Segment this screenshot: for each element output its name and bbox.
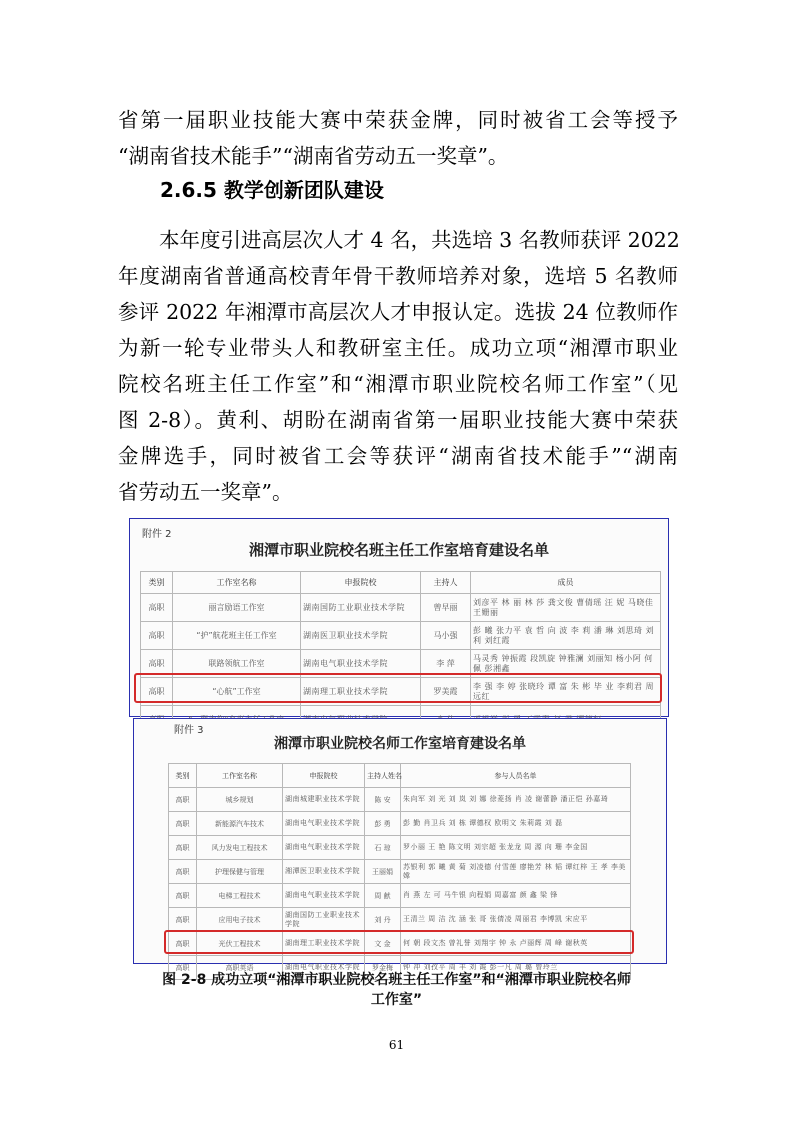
body-paragraph [118, 222, 678, 510]
table-cell: 风力发电工程技术 [197, 836, 283, 860]
table-cell: 联路领航工作室 [173, 650, 301, 678]
column-header: 主持人 [421, 572, 471, 594]
table-cell: 高职 [169, 956, 197, 980]
table-cell: 高职 [141, 622, 173, 650]
table-cell: 高职 [169, 932, 197, 956]
text-line: 院校名班主任工作室”和“湘潭市职业院校名师工作室”（见 [118, 372, 678, 396]
table-row [169, 788, 631, 812]
caption-line: 图 2-8 成功立项“湘潭市职业院校名班主任工作室”和“湘潭市职业院校名师 [162, 972, 631, 988]
table-cell: 周 献 [365, 884, 401, 908]
table-cell: 苏银利 郭 曦 黄 菊 刘凌德 付雪莲 廖艳芳 林 韬 谭红梓 王 孝 李美嫦 [401, 860, 631, 884]
table-cell: 湖南电气职业技术学院 [283, 836, 365, 860]
table-cell: “护”航花班主任工作室 [173, 622, 301, 650]
table-cell: 罗美霞 [421, 678, 471, 706]
table-cell: 彭 勇 [365, 812, 401, 836]
table-cell: 高职 [141, 678, 173, 706]
page-number: 61 [388, 1038, 405, 1052]
table-cell: 湖南理工职业技术学院 [301, 678, 421, 706]
table-cell: 湖南电气职业技术学院 [283, 956, 365, 980]
table-cell: 光伏工程技术 [197, 932, 283, 956]
table-cell: 彭 勤 肖卫兵 刘 栋 谭德权 欧明文 朱莉霞 刘 磊 [401, 812, 631, 836]
text-line: 图 2-8）。黄利、胡盼在湖南省第一届职业技能大赛中荣获 [118, 408, 678, 432]
table-cell: 高职 [169, 860, 197, 884]
column-header: 工作室名称 [173, 572, 301, 594]
column-header: 成员 [471, 572, 661, 594]
highlight-box [164, 930, 634, 954]
table-cell: 护理保健与管理 [197, 860, 283, 884]
table-cell: 电梯工程技术 [197, 884, 283, 908]
highlight-box [134, 673, 662, 703]
table-cell: 王清兰 周 洁 沈 涵 张 哥 张倩凌 周丽君 李博凯 宋应平 [401, 908, 631, 932]
table-cell: 湖南国防工业职业技术学院 [301, 594, 421, 622]
figure-title: 湘潭市职业院校名班主任工作室培育建设名单 [248, 541, 549, 559]
table-cell: 高职 [169, 884, 197, 908]
table-cell: 湖南电气职业技术学院 [283, 812, 365, 836]
table-cell: 李 强 李 婷 张晓玲 谭 富 朱 彬 毕 业 李莉君 周远红 [471, 678, 661, 706]
table-cell: 城乡规划 [197, 788, 283, 812]
column-header: 申报院校 [283, 764, 365, 788]
table-cell: 李 萍 [421, 650, 471, 678]
caption-line: 工作室” [370, 992, 423, 1008]
column-header: 类别 [141, 572, 173, 594]
table-cell: 高职 [169, 788, 197, 812]
table-cell: 湖南国防工业职业技术学院 [283, 908, 365, 932]
column-header: 参与人员名单 [401, 764, 631, 788]
table-cell: 高职英语 [197, 956, 283, 980]
figure-attachment-label: 附件 3 [174, 725, 204, 736]
text-line: 年度湖南省普通高校青年骨干教师培养对象，选培 5 名教师 [118, 264, 678, 288]
table-cell: 陈 安 [365, 788, 401, 812]
text-line: 本年度引进高层次人才 4 名，共选培 3 名教师获评 2022 [159, 228, 680, 252]
table-cell: 罗小丽 王 艳 陈文明 刘宗超 张龙龙 周 源 向 珊 李金国 [401, 836, 631, 860]
column-header: 主持人姓名 [365, 764, 401, 788]
column-header: 申报院校 [301, 572, 421, 594]
table-cell: 湖南电气职业技术学院 [283, 884, 365, 908]
table-row [141, 594, 661, 622]
table-cell: 刘彦平 林 丽 林 莎 龚文俊 曹倩瑶 汪 妮 马晓佳 王姗丽 [471, 594, 661, 622]
table-cell: 朱向军 刘 光 刘 岚 刘 娜 徐菱扬 肖 凌 谢蕾静 潘正恺 孙嘉琦 [401, 788, 631, 812]
table-header-row [141, 572, 661, 594]
section-heading: 2.6.5 教学创新团队建设 [160, 178, 384, 202]
table-cell: 马小强 [421, 622, 471, 650]
table-header-row [169, 764, 631, 788]
table-row [169, 836, 631, 860]
column-header: 工作室名称 [197, 764, 283, 788]
table-cell: 丽言励语工作室 [173, 594, 301, 622]
table-cell: 何 朝 段文杰 曾礼誉 刘翔宇 钟 永 卢丽辉 周 峰 谢秋英 [401, 932, 631, 956]
text-line: 省第一届职业技能大赛中荣获金牌，同时被省工会等授予 [118, 108, 678, 132]
figure-title: 湘潭市职业院校名师工作室培育建设名单 [274, 736, 526, 752]
table-cell: 高职 [169, 836, 197, 860]
table-cell: 高职 [141, 594, 173, 622]
table-cell: 刘 丹 [365, 908, 401, 932]
table-cell: 王丽娟 [365, 860, 401, 884]
intro-paragraph [118, 102, 678, 174]
table-cell: 彭 曦 张力平 袁 哲 向 波 李 莉 潘 琳 刘思琦 刘 利 刘红霞 [471, 622, 661, 650]
table-cell: 曾早丽 [421, 594, 471, 622]
table-cell: 湖南医卫职业技术学院 [301, 622, 421, 650]
studio-table [140, 571, 661, 734]
text-line: 为新一轮专业带头人和教研室主任。成功立项“湘潭市职业 [118, 336, 678, 360]
column-header: 类别 [169, 764, 197, 788]
table-row [169, 812, 631, 836]
table-cell: 肖 燕 左 可 马牛银 向程娟 周嘉富 颜 鑫 梁 锋 [401, 884, 631, 908]
table-cell: 马灵秀 钟振霞 段凯旋 钟雅澜 刘丽知 杨小阿 何 佩 彭湘鑫 [471, 650, 661, 678]
table-cell: 高职 [169, 812, 197, 836]
table-row [169, 860, 631, 884]
table-cell: 高职 [141, 650, 173, 678]
table-cell: 高职 [169, 908, 197, 932]
table-row [169, 884, 631, 908]
text-line: “湖南省技术能手”“湖南省劳动五一奖章”。 [118, 144, 509, 168]
table-cell: 罗金梅 [365, 956, 401, 980]
table-cell: 湘潭医卫职业技术学院 [283, 860, 365, 884]
text-line: 金牌选手，同时被省工会等获评“湖南省技术能手”“湖南 [118, 444, 678, 468]
text-line: 省劳动五一奖章”。 [118, 480, 293, 504]
table-cell: 文 金 [365, 932, 401, 956]
figure-attachment-label: 附件 2 [142, 529, 172, 540]
figure-master-teacher-studio-list [133, 718, 667, 972]
table-cell: 钟 冲 刘孜平 周 丰 刘 霞 彭一凡 周 璐 曾玲兰 [401, 956, 631, 980]
table-cell: 湖南理工职业技术学院 [283, 932, 365, 956]
table-cell: 石 琼 [365, 836, 401, 860]
table-cell: 湖南电气职业技术学院 [301, 650, 421, 678]
table-cell: 湖南城建职业技术学院 [283, 788, 365, 812]
table-cell: 新能源汽车技术 [197, 812, 283, 836]
table-cell: “心航”工作室 [173, 678, 301, 706]
table-row [169, 908, 631, 932]
table-cell: 应用电子技术 [197, 908, 283, 932]
figure-caption [100, 970, 693, 1010]
text-line: 参评 2022 年湘潭市高层次人才申报认定。选拔 24 位教师作 [118, 300, 678, 324]
figure-class-teacher-studio-list [129, 518, 669, 717]
table-row [141, 622, 661, 650]
